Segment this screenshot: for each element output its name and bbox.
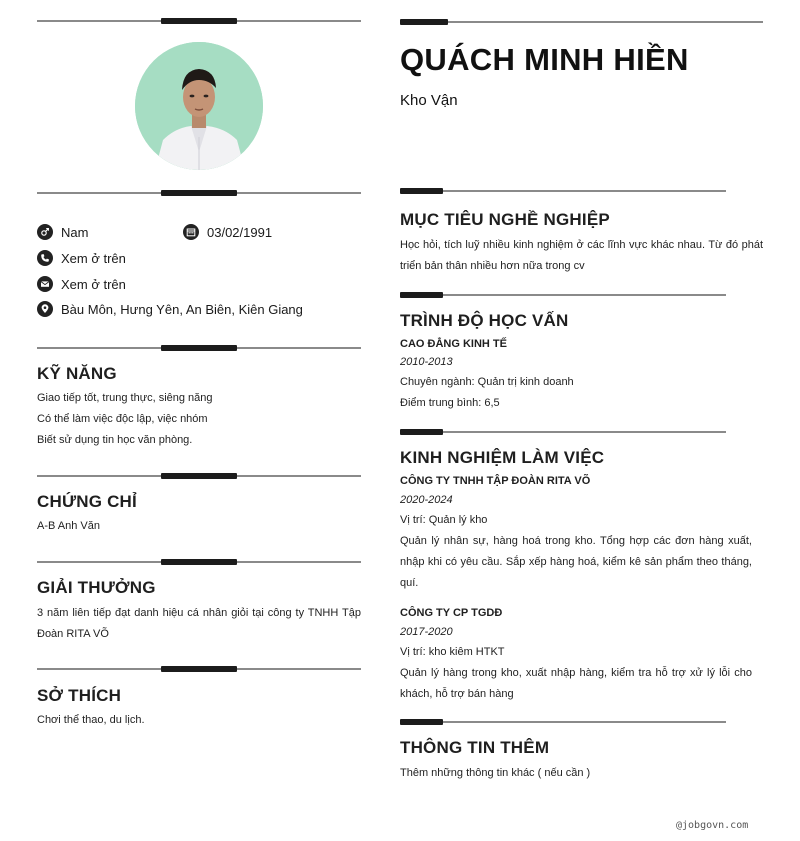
job-description: Quản lý nhân sự, hàng hoá trong kho. Tổng hợp các đơn hàng xuất, nhập khi có yêu cầu. Sắp xếp hàng hoá, kiểm kê sản phẩm theo tháng, quí. [400, 535, 752, 589]
email-icon [37, 276, 53, 292]
job-role: Vị trí: kho kiêm HTKT [400, 646, 505, 658]
birthday-text: 03/02/1991 [207, 224, 273, 240]
awards-title: GIẢI THƯỞNG [37, 578, 156, 597]
education-title: TRÌNH ĐỘ HỌC VẤN [400, 311, 569, 330]
phone-icon [37, 250, 53, 266]
contact-birthday [183, 223, 272, 241]
hobbies-text: Chơi thể thao, du lịch. [37, 714, 145, 726]
job-period: 2017-2020 [400, 626, 453, 638]
job-position: Kho Vận [400, 92, 458, 109]
awards-divider [37, 559, 361, 565]
job-description: Quản lý hàng trong kho, xuất nhập hàng, kiểm tra hỗ trợ xử lý lỗi cho khách, hỗ trợ bán hàng [400, 667, 752, 700]
hobbies-title: SỞ THÍCH [37, 686, 122, 705]
education-school: CAO ĐẲNG KINH TẾ [400, 338, 507, 350]
contact-phone [37, 249, 126, 267]
certificates-divider [37, 473, 361, 479]
phone-text: Xem ở trên [61, 250, 126, 266]
awards-text: 3 năm liên tiếp đạt danh hiệu cá nhân giỏi tại công ty TNHH Tập Đoàn RITA VÕ [37, 607, 361, 640]
skills-divider [37, 345, 361, 351]
objective-text: Học hỏi, tích luỹ nhiều kinh nghiệm ở các lĩnh vực khác nhau. Từ đó phát triển bản thân nhiều hơn nữa trong cv [400, 239, 763, 272]
job-role: Vị trí: Quản lý kho [400, 514, 488, 526]
email-text: Xem ở trên [61, 276, 126, 292]
experience-divider [400, 429, 726, 435]
education-period: 2010-2013 [400, 356, 453, 368]
objective-divider [400, 188, 726, 194]
certificates-title: CHỨNG CHỈ [37, 492, 137, 511]
education-divider [400, 292, 726, 298]
watermark: @jobgovn.com [676, 820, 749, 831]
hobbies-divider [37, 666, 361, 672]
left-divider-profile [37, 190, 361, 196]
experience-title: KINH NGHIỆM LÀM VIỆC [400, 448, 605, 467]
education-gpa: Điểm trung bình: 6,5 [400, 397, 500, 409]
contact-email [37, 275, 126, 293]
objective-title: MỤC TIÊU NGHỀ NGHIỆP [400, 210, 610, 229]
skills-title: KỸ NĂNG [37, 364, 117, 383]
contact-gender [37, 223, 88, 241]
full-name: QUÁCH MINH HIỀN [400, 42, 689, 77]
job-company: CÔNG TY TNHH TẬP ĐOÀN RITA VÕ [400, 475, 591, 487]
extra-title: THÔNG TIN THÊM [400, 738, 550, 757]
extra-divider [400, 719, 726, 725]
left-divider-top [37, 18, 361, 24]
job-period: 2020-2024 [400, 494, 453, 506]
education-major: Chuyên ngành: Quản trị kinh doanh [400, 376, 574, 388]
skill-item: Giao tiếp tốt, trung thực, siêng năng [37, 392, 213, 404]
avatar [135, 42, 263, 170]
skill-item: Có thể làm việc độc lập, việc nhóm [37, 413, 208, 425]
gender-icon [37, 224, 53, 240]
address-text: Bàu Môn, Hưng Yên, An Biên, Kiên Giang [61, 301, 303, 317]
calendar-icon [183, 224, 199, 240]
contact-address [37, 300, 303, 318]
skill-item: Biết sử dụng tin học văn phòng. [37, 434, 193, 446]
gender-text: Nam [61, 224, 89, 240]
right-divider-top [400, 19, 763, 25]
job-company: CÔNG TY CP TGDĐ [400, 607, 503, 619]
certificates-text: A-B Anh Văn [37, 520, 100, 532]
avatar-photo [135, 42, 263, 170]
location-icon [37, 301, 53, 317]
extra-text: Thêm những thông tin khác ( nếu cần ) [400, 767, 591, 779]
